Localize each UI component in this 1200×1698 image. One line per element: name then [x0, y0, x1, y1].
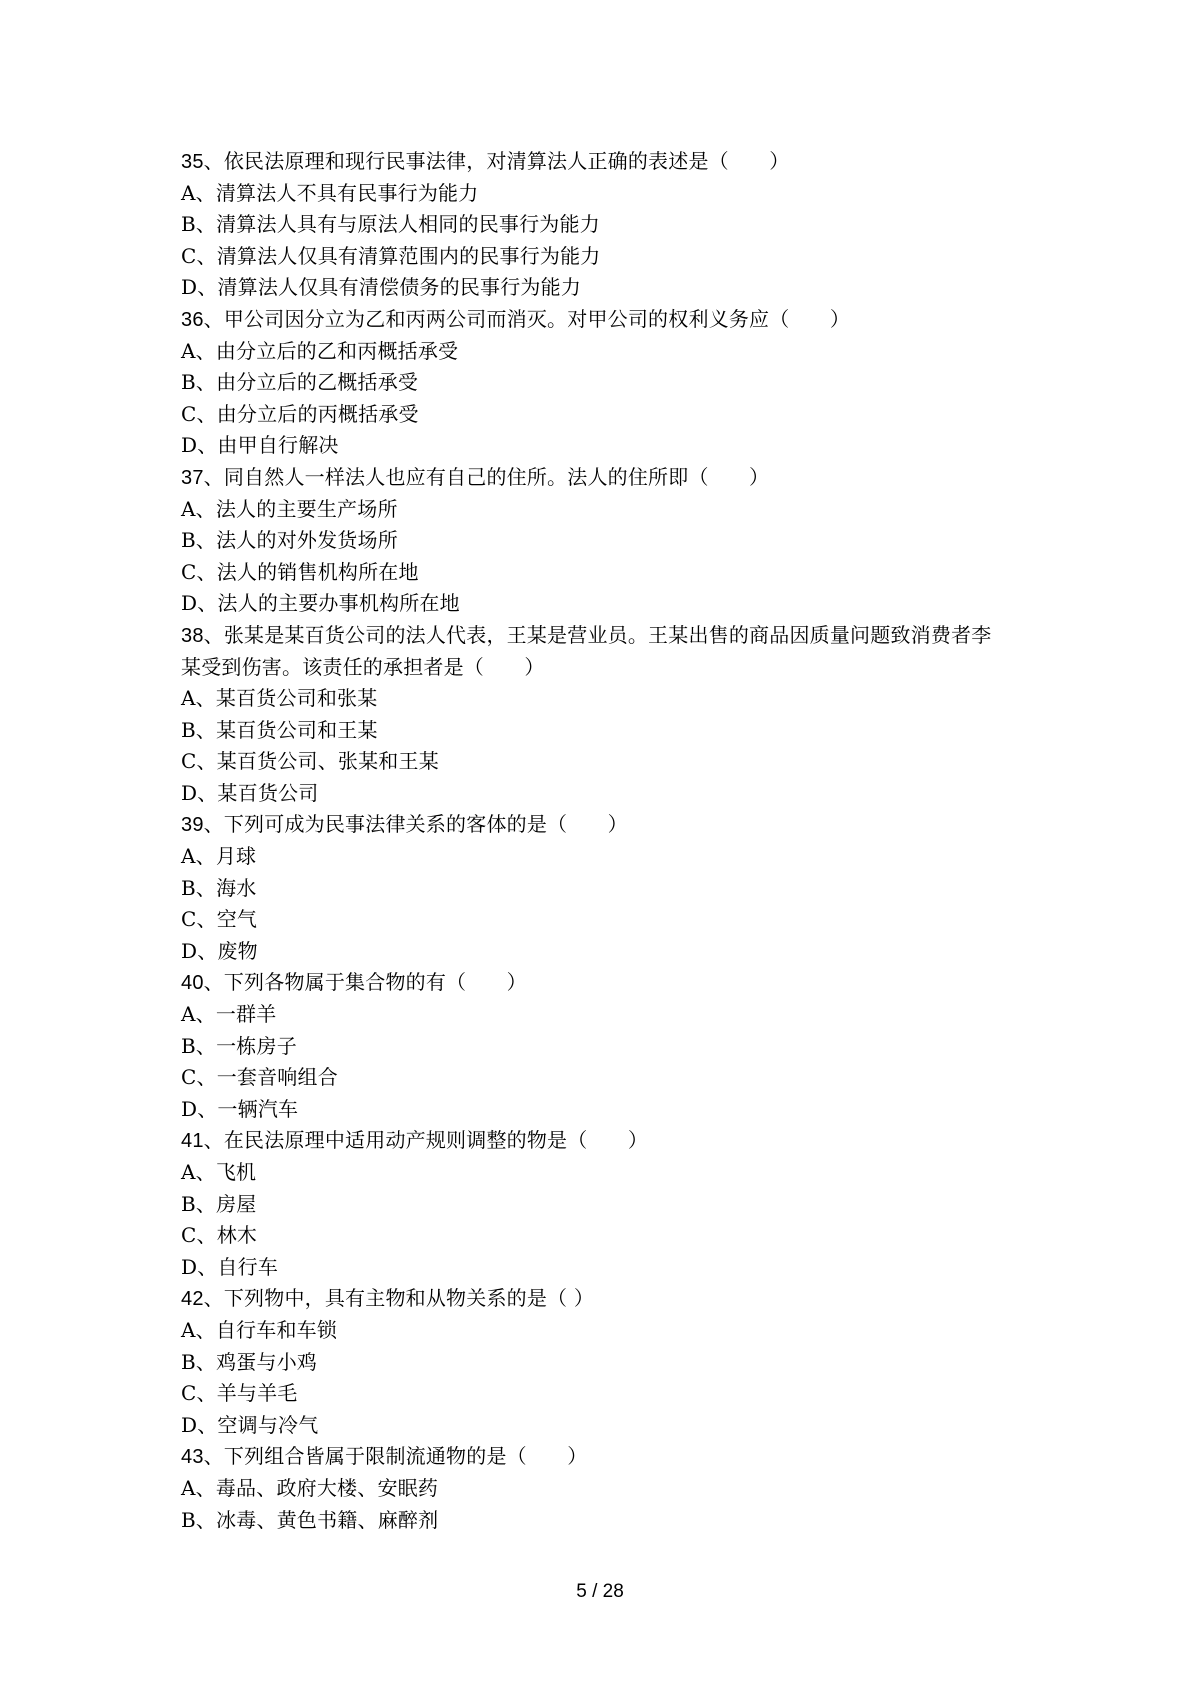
- question-number: 37: [181, 466, 204, 489]
- option-c: C、由分立后的丙概括承受: [181, 401, 419, 426]
- option-a: A、自行车和车锁: [181, 1317, 338, 1342]
- question-text: 、下列可成为民事法律关系的客体的是（ ）: [203, 812, 628, 837]
- option-b: B、清算法人具有与原法人相同的民事行为能力: [181, 212, 600, 237]
- option-a: A、由分立后的乙和丙概括承受: [181, 338, 459, 363]
- option-b: B、鸡蛋与小鸡: [181, 1349, 318, 1374]
- option-b: B、海水: [181, 875, 257, 900]
- question-list: [181, 146, 1031, 1536]
- question-number: 38: [181, 624, 204, 647]
- option-d: D、一辆汽车: [181, 1096, 299, 1121]
- option-d: D、法人的主要办事机构所在地: [181, 591, 460, 616]
- question-text: 、张某是某百货公司的法人代表，王某是营业员。王某出售的商品因质量问题致消费者李: [203, 622, 992, 647]
- question-number: 39: [181, 814, 204, 837]
- question-41-stem: [181, 1125, 1031, 1157]
- option-a: A、毒品、政府大楼、安眠药: [181, 1475, 439, 1500]
- option-b: B、由分立后的乙概括承受: [181, 370, 419, 395]
- option-b: B、某百货公司和王某: [181, 717, 378, 742]
- option-c: C、清算法人仅具有清算范围内的民事行为能力: [181, 243, 601, 268]
- question-36-stem: [181, 304, 1031, 336]
- option-d: D、空调与冷气: [181, 1412, 319, 1437]
- question-text: 、依民法原理和现行民事法律，对清算法人正确的表述是（ ）: [203, 149, 790, 173]
- question-text: 、下列物中，具有主物和从物关系的是（ ）: [203, 1286, 595, 1311]
- option-a: A、飞机: [181, 1160, 257, 1184]
- question-number: 42: [181, 1288, 204, 1311]
- option-a: A、清算法人不具有民事行为能力: [181, 180, 479, 205]
- option-a: A、一群羊: [181, 1002, 277, 1027]
- question-39-stem: [181, 809, 1031, 841]
- option-b: B、房屋: [181, 1191, 257, 1216]
- option-d: D、清算法人仅具有清偿债务的民事行为能力: [181, 275, 582, 300]
- question-text: 、在民法原理中适用动产规则调整的物是（ ）: [203, 1128, 649, 1153]
- question-text: 、下列组合皆属于限制流通物的是（ ）: [203, 1444, 588, 1469]
- option-c: C、空气: [181, 907, 258, 932]
- option-d: D、由甲自行解决: [181, 433, 339, 458]
- option-d: D、某百货公司: [181, 780, 319, 805]
- question-42-stem: [181, 1283, 1031, 1315]
- question-35-stem: [181, 146, 1031, 178]
- option-a: A、月球: [181, 844, 257, 869]
- question-37-stem: [181, 462, 1031, 494]
- option-b: B、冰毒、黄色书籍、麻醉剂: [181, 1507, 439, 1532]
- option-b: B、法人的对外发货场所: [181, 528, 398, 553]
- question-text: 、下列各物属于集合物的有（ ）: [203, 970, 527, 995]
- question-40-stem: [181, 967, 1031, 999]
- option-b: B、一栋房子: [181, 1033, 297, 1058]
- option-c: C、一套音响组合: [181, 1065, 338, 1090]
- option-c: C、法人的销售机构所在地: [181, 559, 419, 584]
- question-43-stem: [181, 1441, 1031, 1473]
- question-number: 41: [181, 1130, 204, 1153]
- option-c: C、某百货公司、张某和王某: [181, 749, 439, 774]
- option-a: A、法人的主要生产场所: [181, 496, 398, 521]
- question-38-stem-continued: 某受到伤害。该责任的承担者是（ ）: [181, 654, 545, 679]
- option-a: A、某百货公司和张某: [181, 686, 378, 711]
- question-text: 、同自然人一样法人也应有自己的住所。法人的住所即（ ）: [203, 464, 770, 489]
- option-c: C、林木: [181, 1223, 258, 1248]
- question-number: 40: [181, 972, 204, 995]
- question-38-stem: [181, 620, 1031, 652]
- question-text: 、甲公司因分立为乙和丙两公司而消灭。对甲公司的权利义务应（ ）: [203, 306, 851, 331]
- question-number: 43: [181, 1446, 204, 1469]
- option-d: D、废物: [181, 938, 258, 963]
- question-number: 35: [181, 151, 204, 173]
- option-c: C、羊与羊毛: [181, 1381, 298, 1406]
- page-number: 5 / 28: [576, 1581, 624, 1602]
- question-number: 36: [181, 308, 204, 331]
- option-d: D、自行车: [181, 1254, 279, 1279]
